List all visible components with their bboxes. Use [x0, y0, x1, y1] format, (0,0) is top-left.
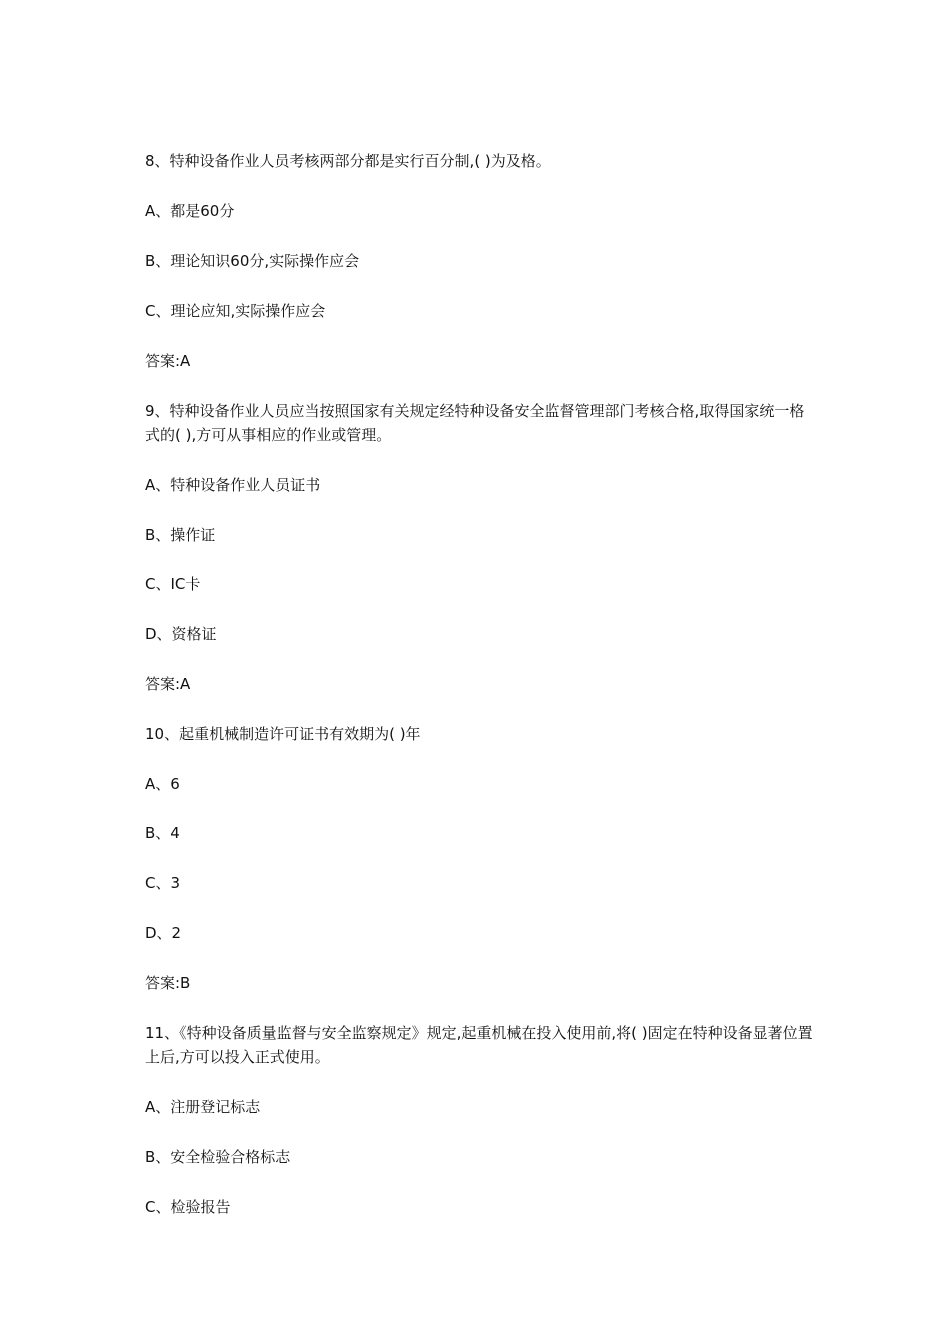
question-8-option-b: B、理论知识60分,实际操作应会 [145, 252, 360, 270]
question-8-option-c: C、理论应知,实际操作应会 [145, 302, 326, 320]
question-11-option-b: B、安全检验合格标志 [145, 1148, 291, 1166]
question-9-answer: 答案:A [145, 675, 191, 693]
question-9-option-d: D、资格证 [145, 625, 217, 643]
question-10-option-b: B、4 [145, 824, 180, 842]
question-9-option-c: C、IC卡 [145, 575, 201, 593]
question-10-stem: 10、起重机械制造许可证书有效期为( )年 [145, 725, 421, 743]
question-11-stem: 11、《特种设备质量监督与安全监察规定》规定,起重机械在投入使用前,将( )固定在特种设备显著位置上后,方可以投入正式使用。 [145, 1024, 813, 1066]
question-9-stem: 9、特种设备作业人员应当按照国家有关规定经特种设备安全监督管理部门考核合格,取得国家统一格式的( ),方可从事相应的作业或管理。 [145, 402, 805, 444]
question-10-answer: 答案:B [145, 974, 191, 992]
question-10-option-d: D、2 [145, 924, 182, 942]
question-9-option-b: B、操作证 [145, 526, 216, 544]
question-8-answer: 答案:A [145, 352, 191, 370]
question-8-stem: 8、特种设备作业人员考核两部分都是实行百分制,( )为及格。 [145, 152, 551, 170]
question-10-option-a: A、6 [145, 775, 180, 793]
question-9-option-a: A、特种设备作业人员证书 [145, 476, 321, 494]
question-10-option-c: C、3 [145, 874, 181, 892]
question-8-option-a: A、都是60分 [145, 202, 235, 220]
question-11-option-c: C、检验报告 [145, 1198, 231, 1216]
question-11-option-a: A、注册登记标志 [145, 1098, 261, 1116]
